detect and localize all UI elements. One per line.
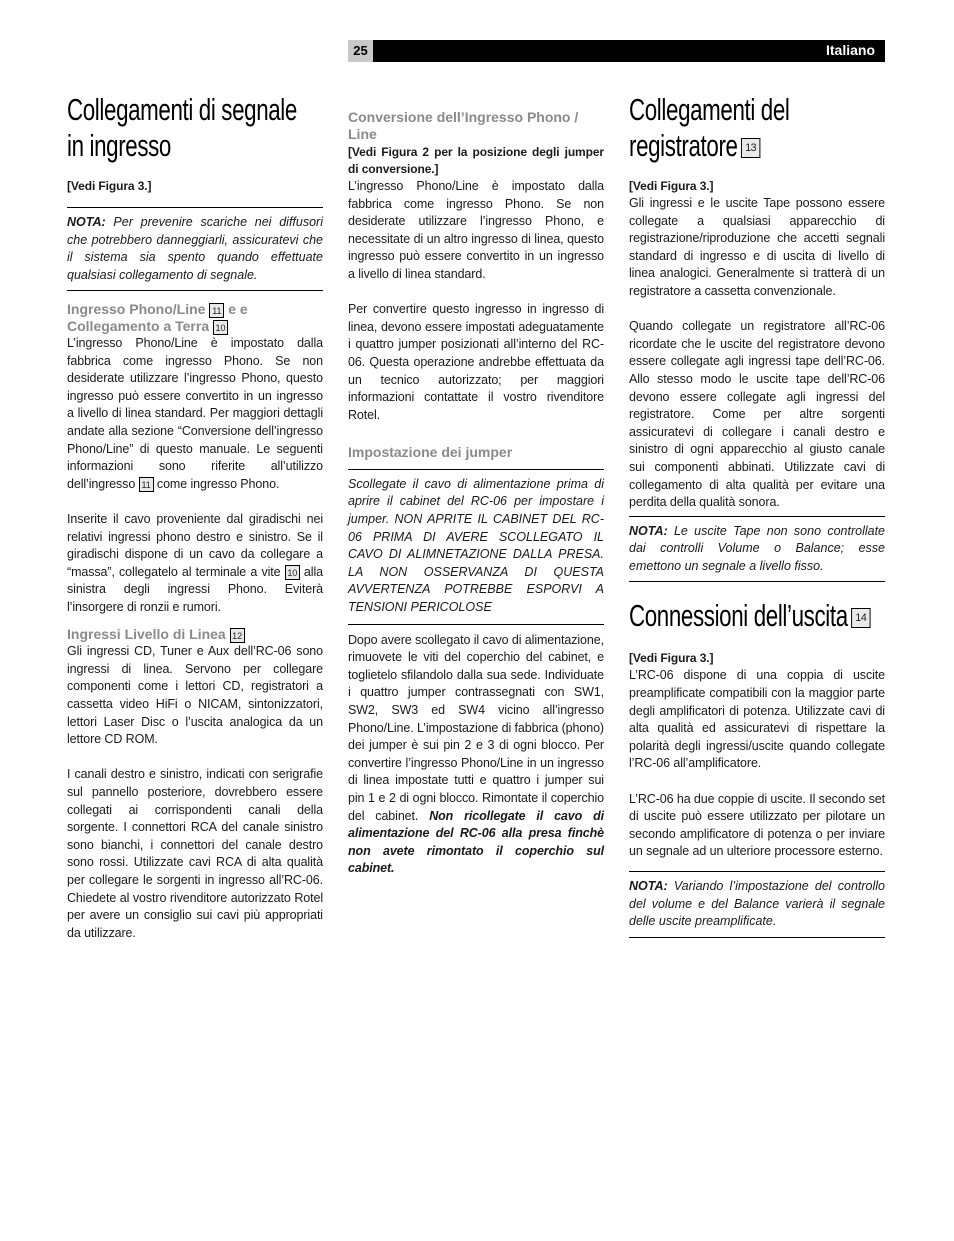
- subheading-phono-line-conversion: Conversione dell’Ingresso Phono / Line: [348, 109, 579, 142]
- note-label: NOTA:: [629, 879, 668, 893]
- page-header-bar: [348, 40, 885, 62]
- paragraph: Gli ingressi CD, Tuner e Aux dell’RC-06 sono ingressi di linea. Servono per collegare componenti come i lettori CD, registratori a cassetta video HiFi o NICAM, sintonizzatori, lettori Laser Disc o l’uscita analogica da un lettore CD ROM.: [67, 644, 323, 747]
- paragraph: Inserite il cavo proveniente dal giradischi nei relativi ingressi phono destro e sinistro. Se il giradischi dispone di un cavo da collegare a “massa”, collegatelo al terminale a vite 10 alla sinistra degli ingressi Phono. Eviterà l’insorgere di ronzii e rumori.: [67, 511, 323, 614]
- paragraph: Gli ingressi e le uscite Tape possono essere collegate a qualsiasi apparecchio di registrazione/riproduzione che accetti segnali standard di ingresso e di uscita di livello di linea analogici. Generalmente si tratterà di un registratore a cassetta convenzionale.: [629, 196, 885, 298]
- paragraph: Quando collegate un registratore all’RC-06 ricordate che le uscite del registratore devono essere collegate agli ingressi tape dell’RC-06. Allo stesso modo le uscite tape dell’RC-06 devono essere collegate agli ingressi del registratore. Come per altre sorgenti assicuratevi di collegare i canali destro e sinistro di ogni apparecchio al giusto canale sui componenti abbinati. Utilizzate cavi di collegamento di alta qualità per evitare una perdita della qualità sonora.: [629, 319, 885, 510]
- ref-number-badge: 10: [213, 320, 228, 335]
- paragraph: L’ingresso Phono/Line è impostato dalla fabbrica come ingresso Phono. Se non desiderate utilizzare l’ingresso Phono, questo ingresso può essere convertito in un ingresso a livello di linea standard. Per maggiori dettagli andate alla sezione “Conversione dell’ingresso Phono/Line” di questo manuale. Le seguenti informazioni sono riferite all’utilizzo dell’ingresso 11 come ingresso Phono.: [67, 335, 323, 491]
- section-title-signal-inputs: Collegamenti di segnale in ingresso: [67, 92, 297, 163]
- column-middle: [348, 109, 604, 878]
- subheading-jumper-setting: Impostazione dei jumper: [348, 444, 513, 461]
- note-box: NOTA: Per prevenire scariche nei diffusori che potrebbero danneggiarli, assicuratevi che il sistema sia spento quando effettuate qualsiasi collegamento di segnale.: [67, 207, 323, 291]
- language-label: Italiano: [825, 42, 875, 58]
- subheading-line-level-inputs: Ingressi Livello di Linea 12: [67, 626, 323, 643]
- ref-number-badge: 14: [851, 608, 870, 628]
- paragraph: Dopo avere scollegato il cavo di alimentazione, rimuovete le viti del coperchio del cabinet, e toglietelo sfilandolo dalla sua sede. Individuate i quattro jumper contrassegnati con SW1, SW2, SW3 ed SW4 vicino all’ingresso Phono/Line. L’impostazione di fabbrica (phono) dei jumper è sui pin 2 e 3 di ogni blocco. Per convertire l’ingresso Phono/Line in un ingresso di linea impostate tutti e quattro i jumper sui pin 1 e 2 di ogni blocco. Rimontate il coperchio del cabinet. Non ricollegate il cavo di alimentazione del RC-06 alla presa finchè non avete rimontato il coperchio sul cabinet.: [348, 632, 604, 876]
- figure-reference: [Vedi Figura 3.]: [67, 179, 152, 193]
- figure-reference: [Vedi Figura 2 per la posizione degli jumper di conversione.]: [348, 145, 604, 176]
- paragraph: Per convertire questo ingresso in ingresso di linea, devono essere impostati adeguatamente i quattro jumper posizionati all’interno del RC-06. Questa operazione andrebbe effettuata da un tecnico autorizzato; per maggiori informazioni contattate il vostro rivenditore Rotel.: [348, 302, 604, 422]
- ref-number-badge: 13: [741, 138, 760, 158]
- column-right: [629, 92, 885, 938]
- paragraph: I canali destro e sinistro, indicati con serigrafie sul pannello posteriore, dovrebbero essere collegati ai corrispondenti canali della sorgente. I connettori RCA del canale sinistro sono bianchi, i connettori del canale destro sono rossi. Utilizzate cavi RCA di alta qualità per collegare le sorgenti in ingresso all’RC-06. Chiedete al vostro rivenditore autorizzato Rotel per avere un consiglio sui cavi più appropriati da utilizzare.: [67, 767, 323, 940]
- paragraph: L’RC-06 ha due coppie di uscite. Il secondo set di uscite può essere utilizzato per pilotare un secondo amplificatore di potenza o per inviare un segnale ad un ulteriore processore esterno.: [629, 791, 885, 859]
- warning-box: Scollegate il cavo di alimentazione prima di aprire il cabinet del RC-06 per impostare i jumper. NON APRITE IL CABINET DEL RC-06 PRIMA DI AVERE SCOLLEGATO IL CAVO DI ALIMNETAZIONE DALLA PRESA. LA NON OSSERVANZA DI QUESTA AVVERTENZA POTREBBE ESPORVI A TENSIONI PERICOLOSE: [348, 469, 604, 625]
- note-box: NOTA: Variando l’impostazione del controllo del volume e del Balance varierà il segnale delle uscite preamplificate.: [629, 871, 885, 938]
- column-left: [67, 92, 323, 942]
- figure-reference: [Vedi Figura 3.]: [629, 179, 714, 193]
- ref-number-badge: 11: [139, 477, 154, 492]
- note-label: NOTA:: [67, 215, 106, 229]
- ref-number-badge: 11: [209, 303, 224, 318]
- section-title-recorder-connections: Collegamenti del registratore 13: [629, 92, 790, 163]
- ref-number-badge: 12: [230, 628, 245, 643]
- paragraph: L’ingresso Phono/Line è impostato dalla fabbrica come ingresso Phono. Se non desiderate utilizzare l’ingresso Phono, e necessitate di un altro ingresso di linea, questo ingresso può essere convertito in un ingresso a livello di linea standard.: [348, 179, 604, 281]
- ref-number-badge: 10: [285, 565, 300, 580]
- subheading-phono-line-input: Ingresso Phono/Line 11 e e Collegamento a Terra 10: [67, 301, 248, 335]
- page-number: 25: [348, 40, 373, 62]
- note-label: NOTA:: [629, 523, 668, 538]
- figure-reference: [Vedi Figura 3.]: [629, 651, 714, 666]
- note-box: NOTA: Le uscite Tape non sono controllate dai controlli Volume o Balance; esse emettono un segnale a livello fisso.: [629, 516, 885, 583]
- paragraph: L’RC-06 dispone di una coppia di uscite preamplificate compatibili con la maggior parte degli amplificatori di potenza. Utilizzate cavi di alta qualità ed assicuratevi di rispettare la polarità degli ingressi/uscite quando collegate l’RC-06 all’amplificatore.: [629, 668, 885, 771]
- section-title-output-connections: Connessioni dell’uscita 14: [629, 598, 887, 634]
